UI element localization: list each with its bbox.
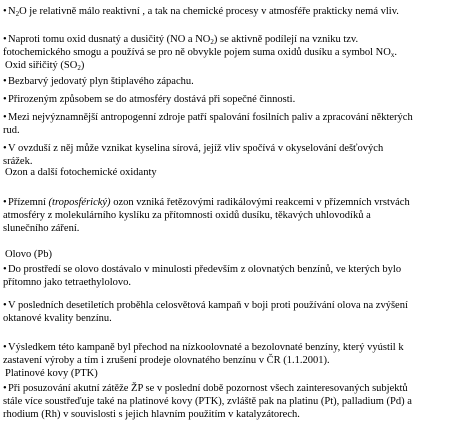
bullet-dot: •	[3, 342, 7, 353]
bullet-dot: •	[3, 197, 7, 208]
bullet-dot: •	[3, 76, 7, 87]
heading-platinum-metals: Platinové kovy (PTK)	[5, 368, 98, 379]
bullet-dot: •	[3, 34, 7, 45]
bullet-lead-result: •Výsledkem této kampaně byl přechod na nízkoolovnaté a bezolovnaté benzíny, který vyústil k zastavení výroby a tím i zrušení prodeje olovnatého benzínu v ČR (1.1.2001).	[3, 342, 404, 366]
bullet-so2-acid: •V ovzduší z něj může vznikat kyselina sírová, jejíž vliv spočívá v okyselování dešťových srážek.	[3, 143, 384, 167]
bullet-n2o: $•N_2O$ je relativně málo reaktivní , a tak na chemické procesy v atmosféře prakticky nemá vliv.	[3, 6, 399, 18]
heading-so2: Oxid siřičitý $(SO_2)$	[5, 60, 85, 72]
bullet-dot: •	[3, 264, 7, 275]
bullet-lead-campaign: •V posledních desetiletích proběhla celosvětová kampaň v boji proti používání olova na zvýšení oktanové kvality benzínu.	[3, 300, 408, 324]
bullet-platinum-metals: •Při posuzování akutní zátěže ŽP se v poslední době pozornost všech zainteresovaných subjektů stále více soustřeďuje také na platinové kovy (PTK), zvláště pak na platinu (Pt), palladium (Pd) a rhodium (Rh) v souvislosti s jejich hlavním použitím v katalyzátorech.	[3, 383, 412, 420]
bullet-ozone: •Přízemní (troposférický) ozon vzniká řetězovými radikálovými reakcemi v přízemních vrstvách atmosféry z molekulárního kyslíku za přítomnosti oxidů dusíku, těkavých uhlovodíků a slunečního záření.	[3, 197, 410, 234]
bullet-so2-natural: •Přirozeným způsobem se do atmosféry dostává při sopečné činnosti.	[3, 94, 296, 105]
heading-ozone: Ozon a další fotochemické oxidanty	[5, 167, 157, 178]
bullet-dot: •	[3, 383, 7, 394]
bullet-dot: •	[3, 112, 7, 123]
bullet-nox: •Naproti tomu oxid dusnatý a dusičitý (NO a $NO_2$) se aktivně podílejí na vzniku tzv. fotochemického smogu a používá se pro ně obvykle pojem suma oxidů dusíku a symbol $NO_x$.	[3, 34, 397, 59]
bullet-lead-history: •Do prostředí se olovo dostávalo v minulosti především z olovnatých benzínů, ve kterých bylo přítomno jako tetraethylolovo.	[3, 264, 402, 288]
bullet-dot: •	[3, 143, 7, 154]
bullet-so2-gas: •Bezbarvý jedovatý plyn štiplavého zápachu.	[3, 76, 194, 87]
heading-lead: Olovo (Pb)	[5, 249, 52, 260]
bullet-so2-anthropogenic: •Mezi nejvýznamnější antropogenní zdroje patří spalování fosilních paliv a zpracování některých rud.	[3, 112, 413, 136]
bullet-dot: •	[3, 94, 7, 105]
bullet-dot: •	[3, 300, 7, 311]
bullet-dot: •	[3, 6, 7, 17]
